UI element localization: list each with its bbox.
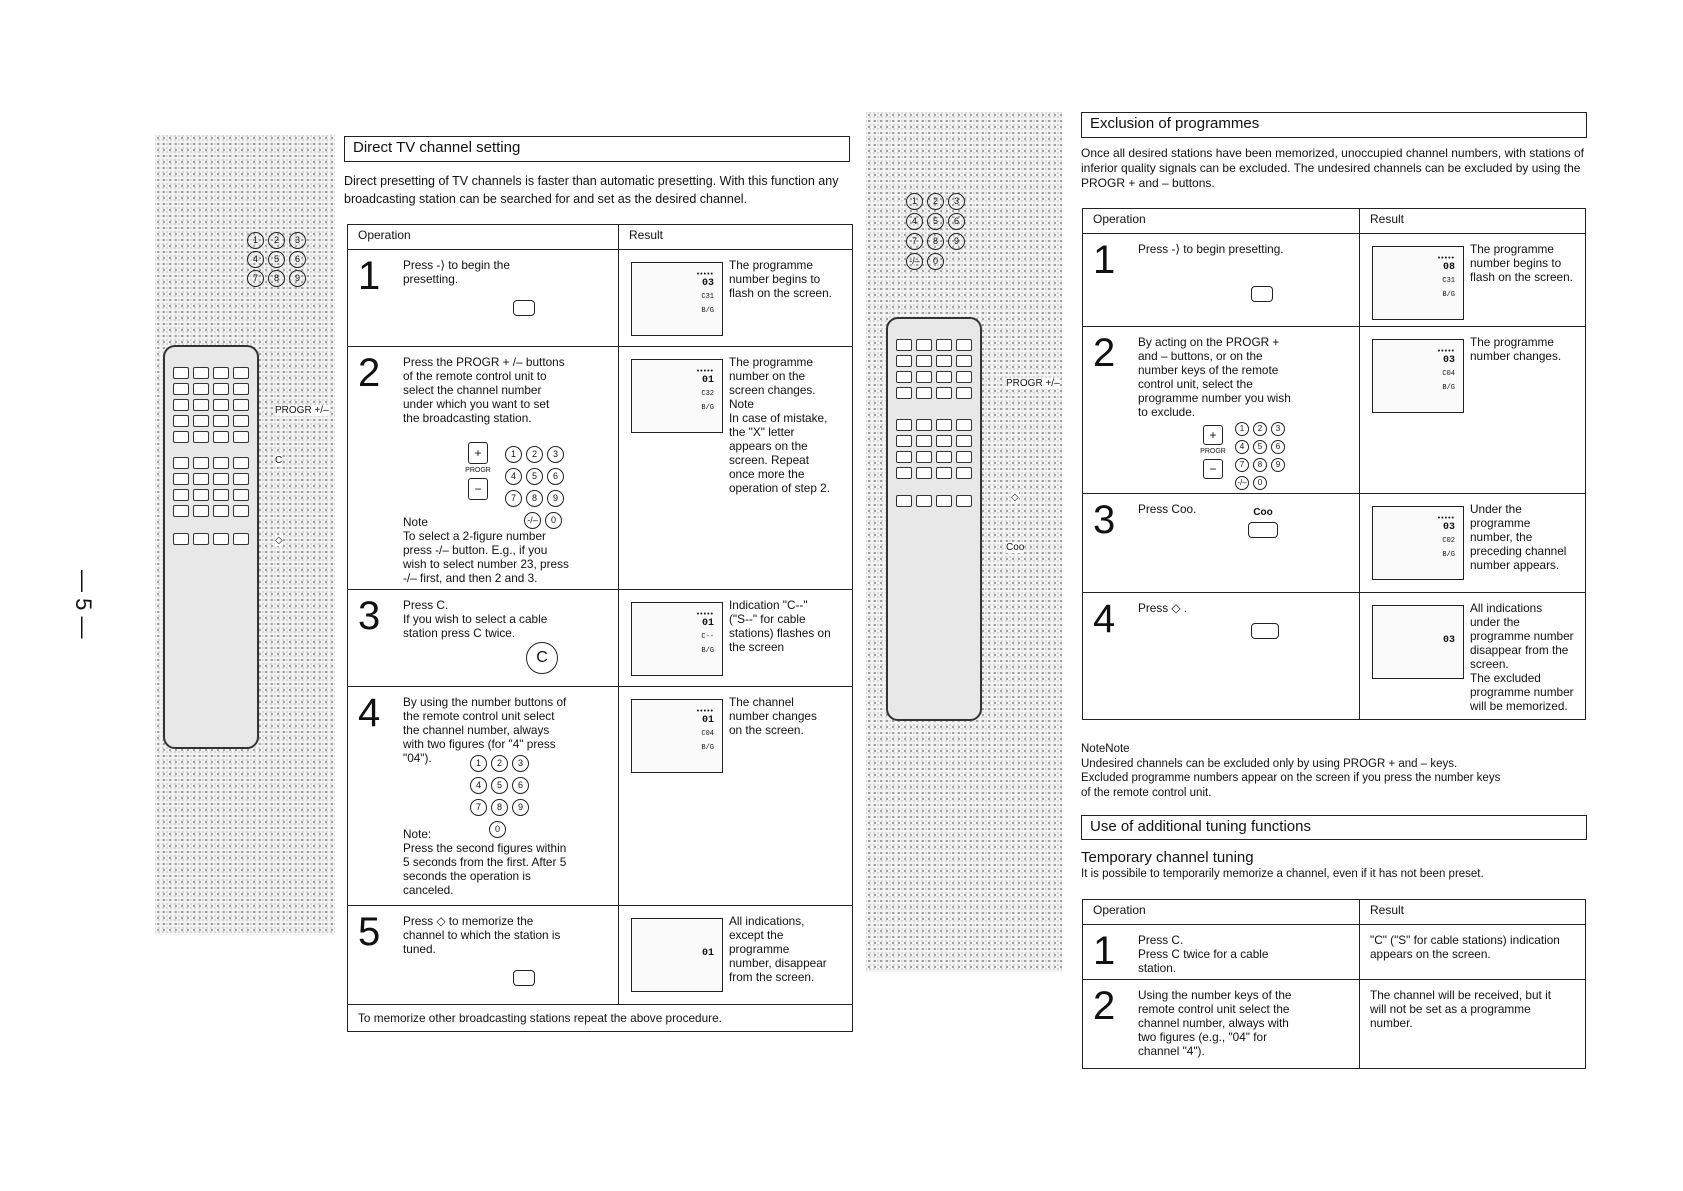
col-result: Result xyxy=(1360,209,1586,234)
step-operation: Press C. If you wish to select a cable station press C twice. xyxy=(403,598,548,640)
key-3-icon: 3 xyxy=(289,232,306,249)
number-keys-icon: 1 2 3 4 5 6 7 8 9 -/– 0 xyxy=(1233,422,1293,494)
preset-key-icon xyxy=(513,300,535,316)
table-row xyxy=(1083,234,1586,327)
step-result: The programme number begins to flash on the screen. xyxy=(729,258,832,300)
step-result: All indications under the programme number disappear from the screen. The excluded programme number will be memorized. xyxy=(1470,601,1574,713)
col-result: Result xyxy=(1360,900,1586,925)
coo-key-icon: Coo xyxy=(1243,506,1283,540)
tuning-section-title: Use of additional tuning functions xyxy=(1081,815,1587,840)
preset-key-icon xyxy=(1251,286,1273,302)
step-result: The channel number changes on the screen. xyxy=(729,695,817,737)
tv-screen: ••••• 01 C32 B/G xyxy=(631,359,723,433)
step-number: 4 xyxy=(1093,597,1116,641)
number-keys-icon: 1 2 3 4 5 6 7 8 9 -/– 0 xyxy=(503,442,573,530)
step-operation: Press ◇ to memorize the channel to which the station is tuned. xyxy=(403,914,561,956)
tuning-steps-table xyxy=(1082,899,1586,1069)
callout-memory: ◇ xyxy=(275,535,283,546)
memory-key-icon xyxy=(513,970,535,986)
step-number: 2 xyxy=(1093,984,1116,1028)
step-result: Under the programme number, the preceding channel number appears. xyxy=(1470,502,1567,572)
tv-screen: ••••• 01 C-- B/G xyxy=(631,602,723,676)
key-6-icon: 6 xyxy=(289,251,306,268)
step-result: The programme number begins to flash on the screen. xyxy=(1470,242,1573,284)
tv-screen: ••••• 03 C04 B/G xyxy=(1372,339,1464,413)
col-result: Result xyxy=(619,225,853,250)
callout-memory: ◇ xyxy=(1011,492,1019,503)
number-keys-icon: 1 2 3 4 5 6 7 8 9 0 xyxy=(468,751,538,839)
table-row xyxy=(1083,593,1586,720)
key-2-icon: 2 xyxy=(268,232,285,249)
step-number: 3 xyxy=(1093,498,1116,542)
step-number: 1 xyxy=(358,254,381,298)
table-row xyxy=(348,687,853,906)
key-4-icon: 4 xyxy=(906,213,923,230)
tv-screen: ••••• 08 C31 B/G xyxy=(1372,246,1464,320)
tuning-intro: It is possibile to temporarily memorize a channel, even if it has not been preset. xyxy=(1081,868,1484,880)
step-operation: Using the number keys of the remote control unit select the channel number, always with two figures (e.g., "04" for channel "4"). xyxy=(1138,988,1292,1058)
middle-remote-illustration xyxy=(866,112,1062,972)
remote-control-icon xyxy=(886,317,982,721)
callout-coo: Coo xyxy=(1006,542,1025,553)
step-operation: Press C. Press C twice for a cable station. xyxy=(1138,933,1269,975)
step-result: Indication "C--" ("S--" for cable stations) flashes on the screen xyxy=(729,598,831,654)
page-number: — 5 — xyxy=(71,570,96,639)
key-2-icon: 2 xyxy=(927,193,944,210)
key-0-icon: 0 xyxy=(927,253,944,270)
callout-progr: PROGR +/– xyxy=(275,405,329,416)
table-footer: To memorize other broadcasting stations repeat the above procedure. xyxy=(348,1005,853,1032)
step-operation: By using the number buttons of the remote control unit select the channel number, always with two figures (for "4" press "04"). xyxy=(403,695,567,765)
tuning-subtitle: Temporary channel tuning xyxy=(1081,849,1254,866)
step-number: 1 xyxy=(1093,929,1116,973)
right-section-title: Exclusion of programmes xyxy=(1081,112,1587,138)
step-result: "C" ("S" for cable stations) indication appears on the screen. xyxy=(1370,933,1560,961)
tv-screen: 01 xyxy=(631,918,723,992)
memory-key-icon xyxy=(1251,623,1279,639)
c-key-icon: C xyxy=(526,642,558,674)
keypad-callout xyxy=(904,190,974,270)
key-8-icon: 8 xyxy=(268,270,285,287)
step-number: 2 xyxy=(1093,331,1116,375)
table-row xyxy=(1083,925,1586,980)
right-intro: Once all desired stations have been memorized, unoccupied channel numbers, with stations of inferior quality signals can be excluded. The undesired channels can be excluded by using the PROGR + and – buttons. xyxy=(1081,146,1584,190)
table-row xyxy=(348,250,853,347)
left-remote-illustration xyxy=(155,135,335,935)
progr-keys-icon: + PROGR − xyxy=(463,442,493,500)
progr-keys-icon: + PROGR − xyxy=(1198,425,1228,479)
step-result: The programme number changes. xyxy=(1470,335,1562,363)
key-4-icon: 4 xyxy=(247,251,264,268)
remote-control-icon xyxy=(163,345,259,749)
step-number: 4 xyxy=(358,691,381,735)
step-operation: By acting on the PROGR + and – buttons, or on the number keys of the remote control unit, select the programme number you wish to exclude. xyxy=(1138,335,1291,419)
key-9-icon: 9 xyxy=(948,233,965,250)
step-number: 2 xyxy=(358,351,381,395)
tv-screen: ••••• 03 C02 B/G xyxy=(1372,506,1464,580)
right-note: NoteNote Undesired channels can be excluded only by using PROGR + and – keys. Excluded programme numbers appear on the screen if you press the number keys of the remote control unit. xyxy=(1081,743,1501,799)
tv-screen: ••••• 01 C04 B/G xyxy=(631,699,723,773)
step-operation: Press -⟩ to begin presetting. xyxy=(1138,242,1284,256)
left-intro: Direct presetting of TV channels is faster than automatic presetting. With this function any broadcasting station can be searched for and set as the desired channel. xyxy=(344,174,839,206)
table-row xyxy=(1083,980,1586,1069)
callout-progr: PROGR +/– xyxy=(1006,378,1060,389)
table-row xyxy=(1083,327,1586,494)
key-9-icon: 9 xyxy=(289,270,306,287)
step-note: Note To select a 2-figure number press -/– button. E.g., if you wish to select number 23, press -/– first, and then 2 and 3. xyxy=(403,515,569,585)
step-operation: Press the PROGR + /– buttons of the remote control unit to select the channel number under which you want to set the broadcasting station. xyxy=(403,355,565,425)
key-7-icon: 7 xyxy=(906,233,923,250)
step-note: Note: Press the second figures within 5 seconds from the first. After 5 seconds the operation is canceled. xyxy=(403,827,567,897)
table-row xyxy=(348,590,853,687)
left-section-title: Direct TV channel setting xyxy=(344,136,850,162)
key-dash-icon: -/– xyxy=(906,253,923,270)
key-3-icon: 3 xyxy=(948,193,965,210)
table-row xyxy=(348,1005,853,1032)
keypad-callout xyxy=(245,230,315,287)
callout-c: C xyxy=(275,455,283,466)
key-5-icon: 5 xyxy=(268,251,285,268)
key-1-icon: 1 xyxy=(906,193,923,210)
table-row xyxy=(1083,494,1586,593)
step-result: All indications, except the programme number, disappear from the screen. xyxy=(729,914,827,984)
key-6-icon: 6 xyxy=(948,213,965,230)
col-operation: Operation xyxy=(1083,209,1360,234)
col-operation: Operation xyxy=(348,225,619,250)
step-operation: Press Coo. xyxy=(1138,502,1197,516)
step-number: 3 xyxy=(358,594,381,638)
step-operation: Press -⟩ to begin the presetting. xyxy=(403,258,510,286)
right-steps-table xyxy=(1082,208,1586,720)
tv-screen: ••••• 03 C31 B/G xyxy=(631,262,723,336)
key-1-icon: 1 xyxy=(247,232,264,249)
key-5-icon: 5 xyxy=(927,213,944,230)
step-number: 1 xyxy=(1093,238,1116,282)
tv-screen: 03 xyxy=(1372,605,1464,679)
table-row xyxy=(348,906,853,1005)
key-8-icon: 8 xyxy=(927,233,944,250)
col-operation: Operation xyxy=(1083,900,1360,925)
step-number: 5 xyxy=(358,910,381,954)
left-steps-table xyxy=(347,224,853,1032)
table-row xyxy=(348,347,853,590)
key-7-icon: 7 xyxy=(247,270,264,287)
step-result: The programme number on the screen changes. Note In case of mistake, the "X" letter appears on the screen. Repeat once more the operation of step 2. xyxy=(729,355,830,495)
step-result: The channel will be received, but it will not be set as a programme number. xyxy=(1370,988,1551,1030)
step-operation: Press ◇ . xyxy=(1138,601,1188,615)
